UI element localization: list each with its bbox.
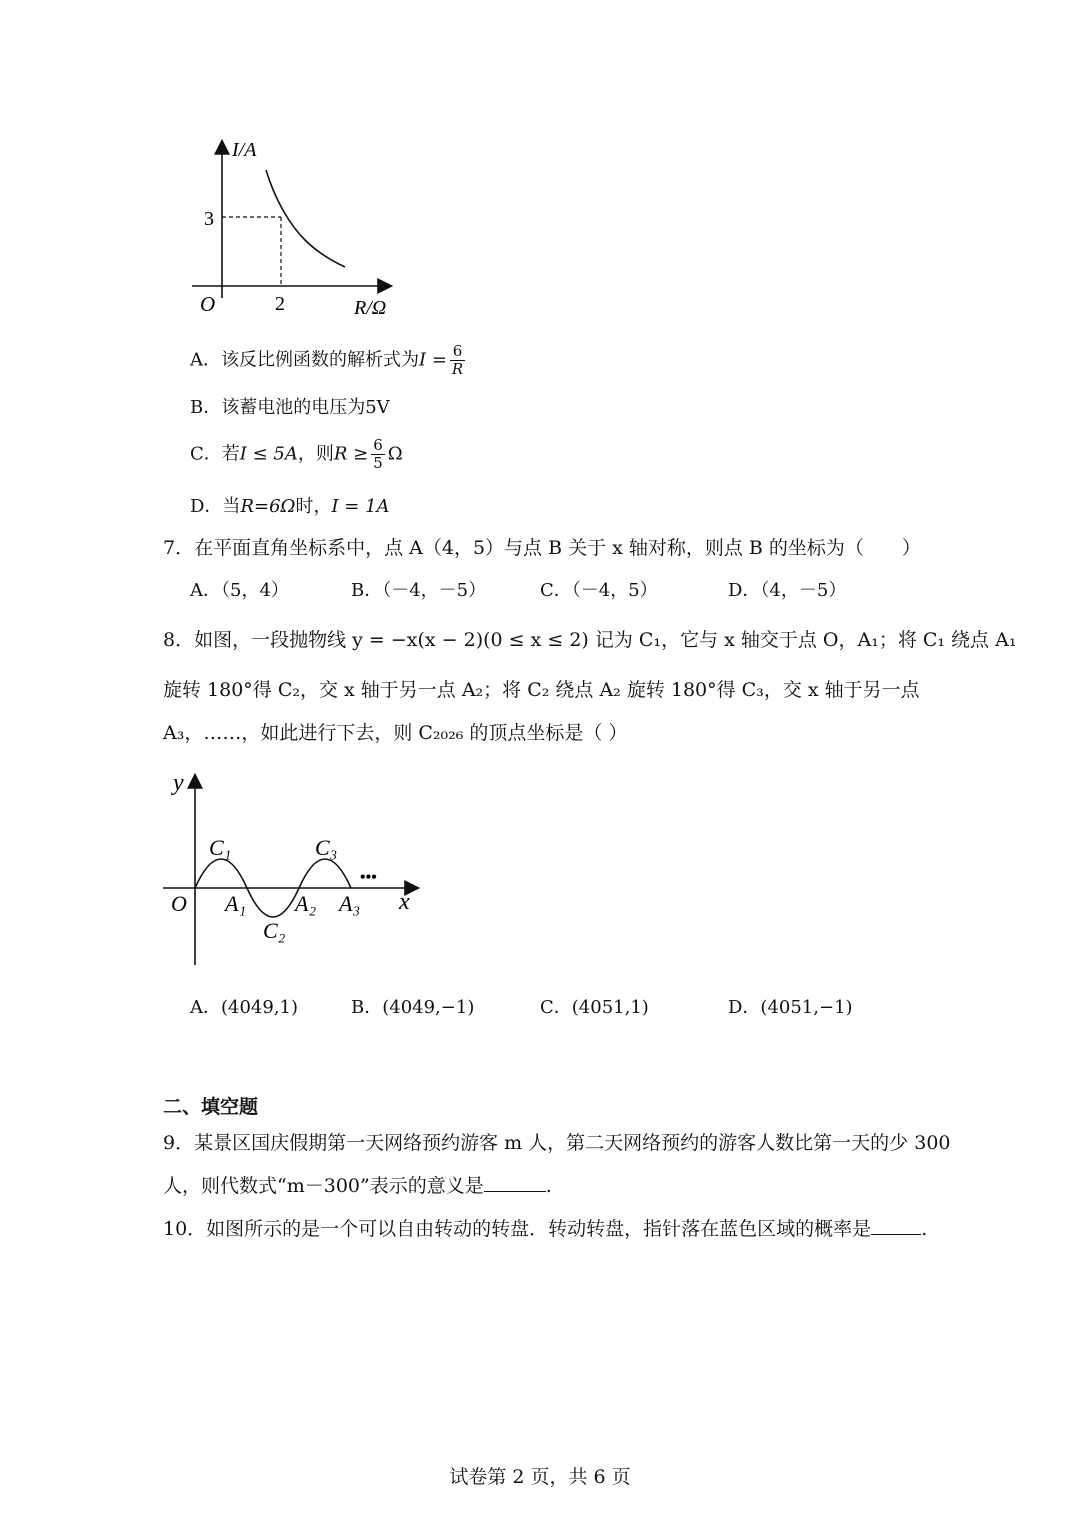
option-a-lhs: I =	[419, 349, 447, 371]
option-c-unit: Ω	[387, 443, 403, 465]
fig2-x-label: x	[399, 889, 410, 915]
q7-option-a: A．（5，4）	[190, 580, 289, 601]
q10-answer-blank[interactable]	[871, 1216, 921, 1235]
y-axis-label: I/A	[232, 139, 257, 161]
q9-line2	[163, 1173, 552, 1198]
figure-parabola-chain	[155, 768, 435, 973]
q6-option-d	[190, 495, 390, 519]
section-title: 二、填空题	[163, 1096, 259, 1118]
x-axis-label: R/Ω	[354, 297, 387, 319]
option-a-text: A．该反比例函数的解析式为	[190, 349, 419, 371]
q10-line	[163, 1216, 927, 1241]
q8-option-c: C．(4051,1)	[540, 997, 649, 1018]
option-d-r: R=6Ω	[240, 496, 296, 517]
option-a-num: 6	[450, 343, 465, 361]
q8-option-b: B．(4049,−1)	[351, 997, 475, 1018]
label-a3: A₃	[339, 891, 361, 916]
q8-line1: 8．如图，一段抛物线 y = −x(x − 2)(0 ≤ x ≤ 2) 记为 C₁，它与 x 轴交于点 O，A₁；将 C₁ 绕点 A₁	[163, 629, 1017, 651]
q9-line1: 9．某景区国庆假期第一天网络预约游客 m 人，第二天网络预约的游客人数比第一天的少 300	[163, 1132, 951, 1154]
q7-stem: 7．在平面直角坐标系中，点 A（4，5）与点 B 关于 x 轴对称，则点 B 的坐标为（ ）	[163, 537, 921, 559]
label-a1: A₁	[225, 891, 247, 916]
option-c-fraction	[371, 437, 385, 472]
curve-c1	[195, 859, 247, 888]
option-c-lhs: R ≥	[333, 443, 369, 465]
option-c-num: 6	[373, 436, 383, 454]
option-c-mid: ，则	[297, 443, 334, 465]
option-d-mid: 时，	[295, 496, 332, 517]
fig2-y-label: y	[173, 770, 184, 796]
q9-answer-blank[interactable]	[484, 1173, 546, 1192]
q9-line2-text: 人，则代数式“m－300”表示的意义是	[163, 1175, 484, 1197]
figure-inverse-proportion	[180, 130, 420, 330]
option-d-i: I = 1A	[331, 496, 390, 517]
option-a-fraction	[450, 343, 465, 378]
option-c-den: 5	[373, 454, 383, 472]
q7-option-d: D．（4，－5）	[728, 580, 847, 601]
q6-option-a	[190, 343, 468, 378]
option-a-den: R	[451, 360, 464, 378]
option-c-cond: I ≤ 5A	[239, 443, 298, 465]
label-ellipsis: •••	[360, 869, 377, 886]
label-a2: A₂	[295, 891, 317, 916]
page-footer: 试卷第 2 页，共 6 页	[449, 1466, 631, 1488]
label-c1: C₁	[209, 835, 232, 860]
x-tick-label: 2	[275, 293, 285, 315]
label-c3: C₃	[315, 835, 338, 860]
q10-end: .	[921, 1218, 928, 1240]
curve-c3	[299, 859, 351, 888]
q6-option-b: B．该蓄电池的电压为5V	[190, 397, 390, 418]
label-c2: C₂	[263, 918, 286, 943]
option-d-prefix: D．当	[190, 496, 241, 517]
option-c-prefix: C．若	[190, 443, 240, 465]
q9-end: .	[545, 1175, 552, 1197]
q7-option-b: B．（－4，－5）	[351, 580, 487, 601]
q8-option-a: A．(4049,1)	[190, 997, 299, 1018]
q7-option-c: C．（－4，5）	[540, 580, 658, 601]
q10-text: 10．如图所示的是一个可以自由转动的转盘．转动转盘，指针落在蓝色区域的概率是	[163, 1218, 872, 1240]
q8-line3: A₃，……，如此进行下去，则 C₂₀₂₆ 的顶点坐标是（ ）	[163, 722, 628, 744]
curve-c2	[247, 888, 299, 917]
q6-option-c	[190, 437, 403, 472]
q8-line2: 旋转 180°得 C₂，交 x 轴于另一点 A₂；将 C₂ 绕点 A₂ 旋转 180°得 C₃，交 x 轴于另一点	[163, 679, 920, 701]
fig2-origin-label: O	[171, 891, 187, 916]
hyperbola-curve	[266, 170, 345, 267]
y-tick-label: 3	[204, 208, 214, 230]
q8-option-d: D．(4051,−1)	[728, 997, 853, 1018]
origin-label: O	[200, 292, 216, 316]
